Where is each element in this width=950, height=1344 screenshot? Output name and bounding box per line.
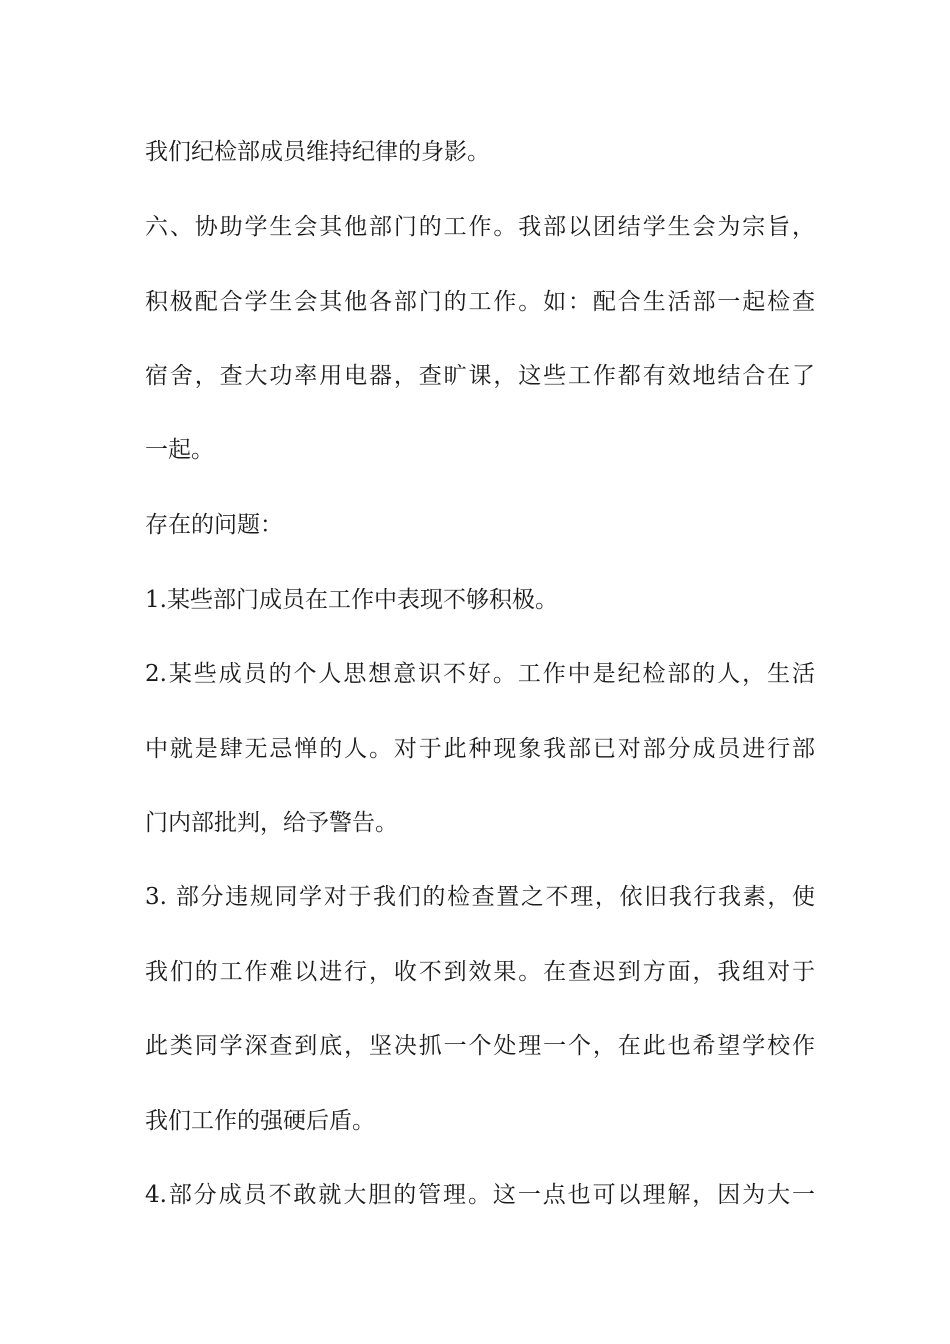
paragraph-line-4: 宿舍，查大功率用电器，查旷课，这些工作都有效地结合在了 [145, 363, 815, 389]
list-item-2-line-3: 门内部批判，给予警告。 [145, 810, 398, 836]
paragraph-line-3: 积极配合学生会其他各部门的工作。如：配合生活部一起检查 [145, 289, 815, 315]
paragraph-line-2: 六、协助学生会其他部门的工作。我部以团结学生会为宗旨， [145, 214, 815, 240]
list-item-3-line-2: 我们的工作难以进行，收不到效果。在查迟到方面，我组对于 [145, 959, 815, 985]
paragraph-line-5: 一起。 [145, 437, 214, 463]
list-item-2-line-1: 2.某些成员的个人思想意识不好。工作中是纪检部的人，生活 [145, 661, 815, 687]
list-item-3-line-1: 3. 部分违规同学对于我们的检查置之不理，依旧我行我素，使 [145, 884, 815, 910]
section-heading: 存在的问题： [145, 512, 283, 538]
list-item-3-line-3: 此类同学深查到底，坚决抓一个处理一个，在此也希望学校作 [145, 1033, 815, 1059]
list-item-1: 1.某些部门成员在工作中表现不够积极。 [145, 587, 558, 613]
list-item-4-line-1: 4.部分成员不敢就大胆的管理。这一点也可以理解，因为大一 [145, 1182, 815, 1208]
paragraph-line-1: 我们纪检部成员维持纪律的身影。 [145, 139, 490, 165]
list-item-3-line-4: 我们工作的强硬后盾。 [145, 1108, 375, 1134]
list-item-2-line-2: 中就是肆无忌惮的人。对于此种现象我部已对部分成员进行部 [145, 736, 815, 762]
